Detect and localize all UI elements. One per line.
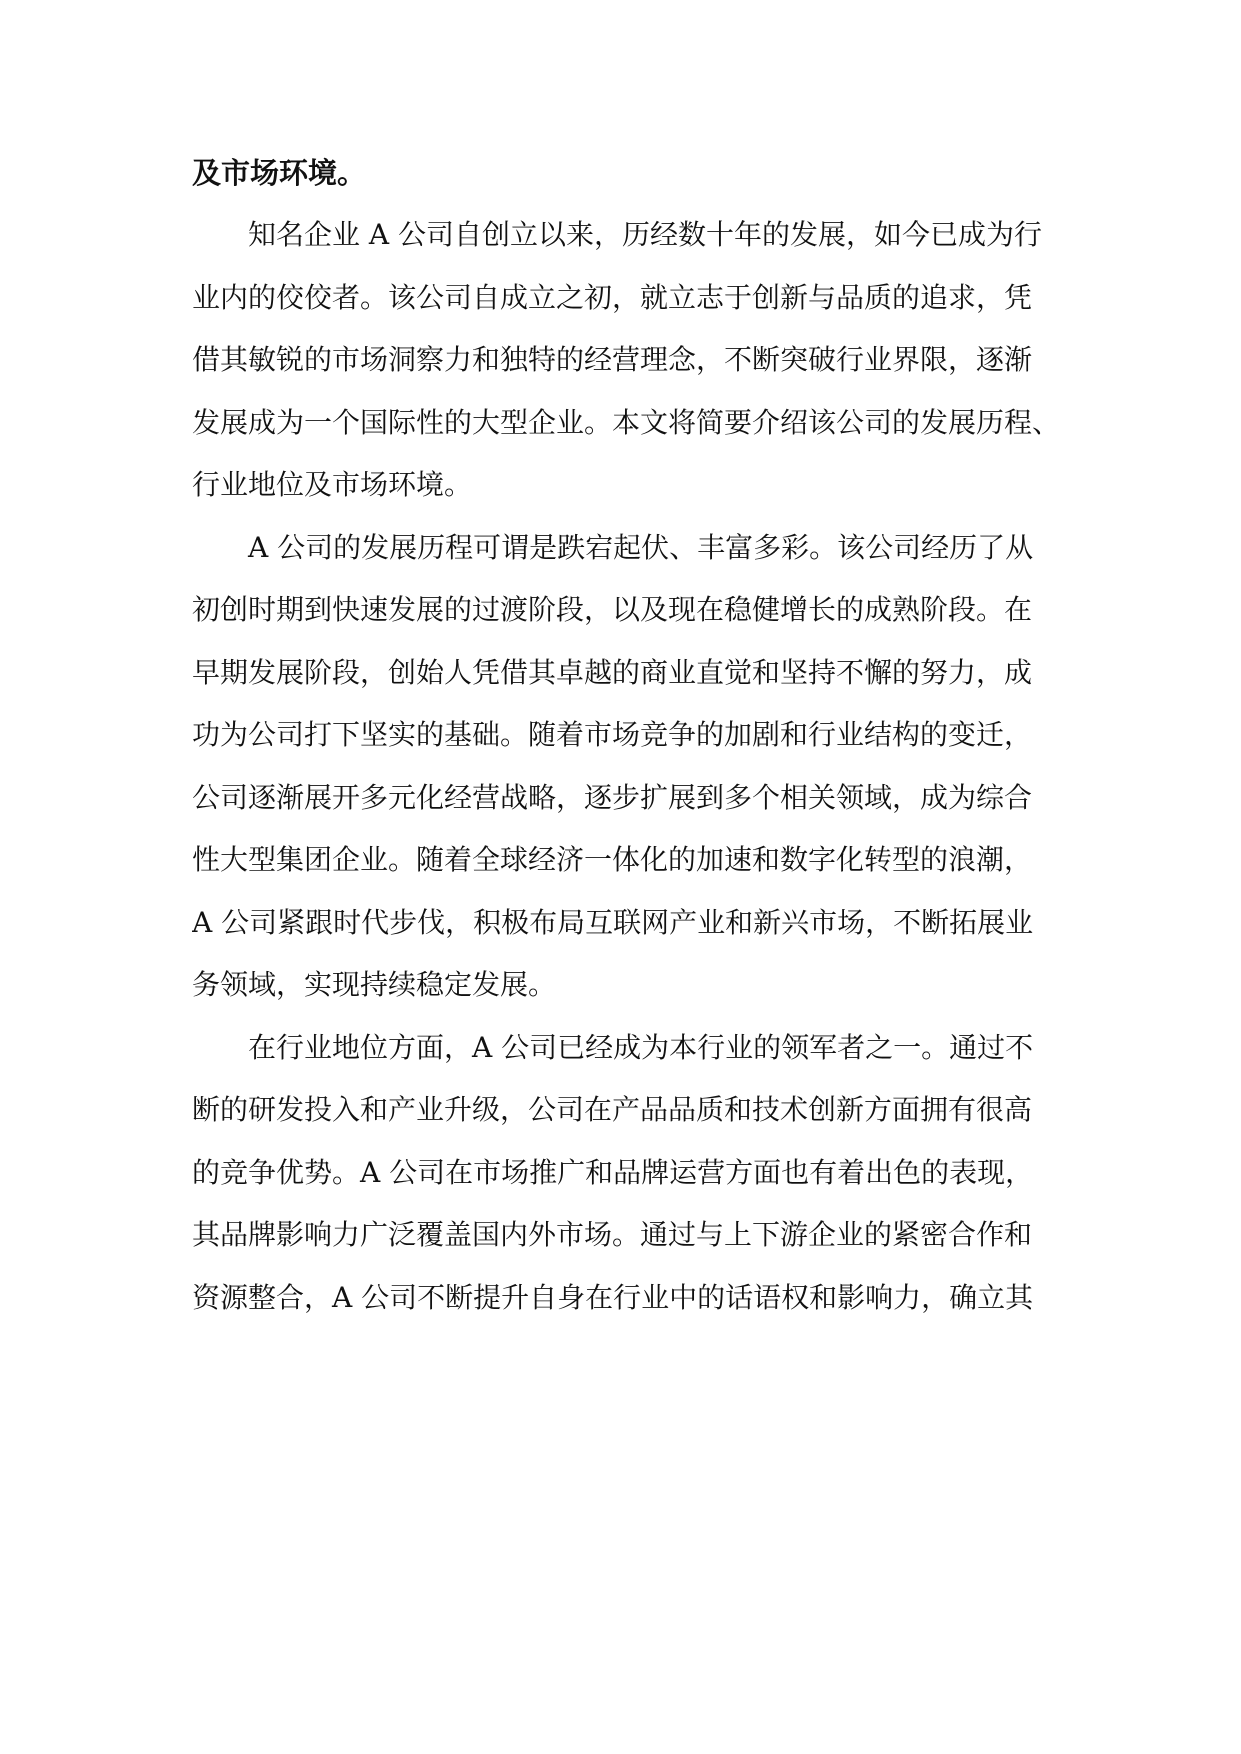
text-line: 断的研发投入和产业升级，公司在产品品质和技术创新方面拥有很高 xyxy=(192,1093,1033,1126)
text-line: 其品牌影响力广泛覆盖国内外市场。通过与上下游企业的紧密合作和 xyxy=(192,1218,1033,1251)
text-line: 在行业地位方面，A 公司已经成为本行业的领军者之一。通过不 xyxy=(248,1030,1034,1064)
paragraph-development-history xyxy=(192,517,1060,1017)
text-line: 功为公司打下坚实的基础。随着市场竞争的加剧和行业结构的变迁， xyxy=(192,718,1033,751)
paragraph-industry-position xyxy=(192,1017,1060,1330)
text-line: 业内的佼佼者。该公司自成立之初，就立志于创新与品质的追求，凭 xyxy=(192,280,1033,314)
text-line: 知名企业 A 公司自创立以来，历经数十年的发展，如今已成为行 xyxy=(248,218,1043,251)
document-body xyxy=(192,142,1060,1329)
text-line: A 公司紧跟时代步伐，积极布局互联网产业和新兴市场，不断拓展业 xyxy=(192,905,1034,939)
text-line: 借其敏锐的市场洞察力和独特的经营理念，不断突破行业界限，逐渐 xyxy=(192,343,1033,376)
paragraph-company-intro xyxy=(192,204,1060,517)
text-line: 发展成为一个国际性的大型企业。本文将简要介绍该公司的发展历程、 xyxy=(192,405,1060,439)
text-line: 性大型集团企业。随着全球经济一体化的加速和数字化转型的浪潮， xyxy=(192,843,1033,876)
text-line: 资源整合，A 公司不断提升自身在行业中的话语权和影响力，确立其 xyxy=(192,1280,1034,1314)
text-line: 的竞争优势。A 公司在市场推广和品牌运营方面也有着出色的表现， xyxy=(192,1155,1034,1189)
text-line: 行业地位及市场环境。 xyxy=(192,468,473,501)
section-heading-fragment: 及市场环境。 xyxy=(192,156,367,190)
text-line: 务领域，实现持续稳定发展。 xyxy=(192,968,557,1001)
text-line: 早期发展阶段，创始人凭借其卓越的商业直觉和坚持不懈的努力，成 xyxy=(192,655,1033,689)
text-line: A 公司的发展历程可谓是跌宕起伏、丰富多彩。该公司经历了从 xyxy=(248,530,1034,564)
text-line: 公司逐渐展开多元化经营战略，逐步扩展到多个相关领域，成为综合 xyxy=(192,780,1033,814)
text-line: 初创时期到快速发展的过渡阶段，以及现在稳健增长的成熟阶段。在 xyxy=(192,593,1033,626)
